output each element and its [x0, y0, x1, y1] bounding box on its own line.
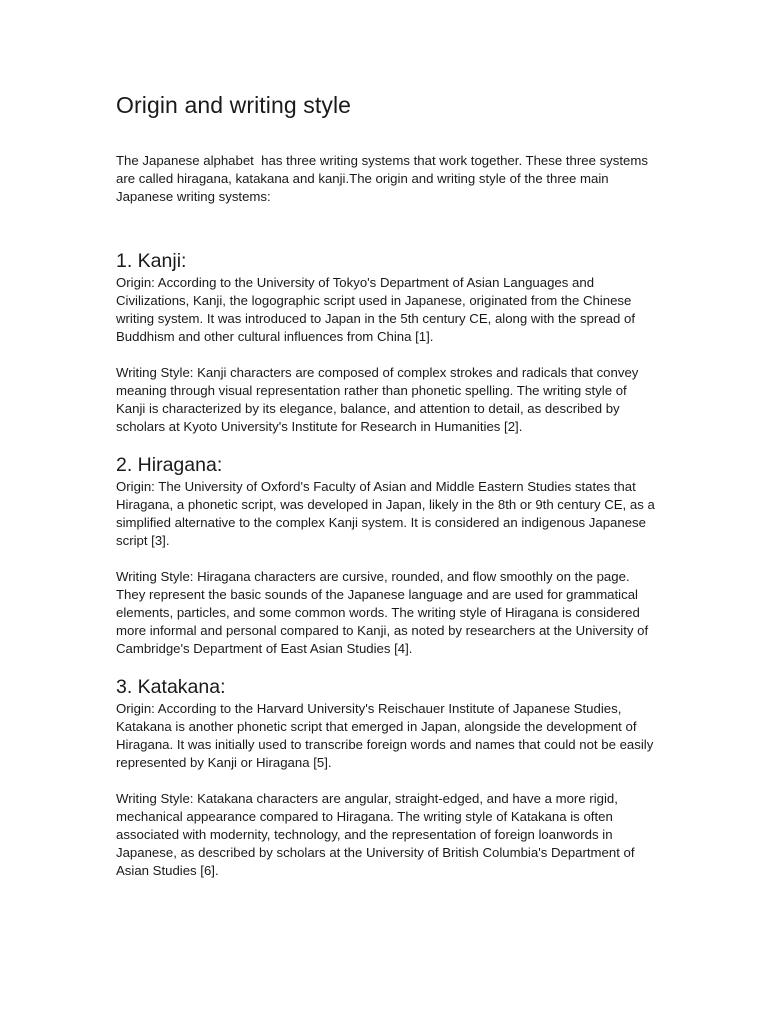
document-body — [116, 88, 656, 880]
hiragana-origin-paragraph: Origin: The University of Oxford's Faculty of Asian and Middle Eastern Studies states that Hiragana, a phonetic script, was developed in Japan, likely in the 8th or 9th century CE, as a simplified alternative to the complex Kanji system. It is considered an indigenous Japanese script [3]. — [116, 479, 655, 548]
hiragana-writing-style-paragraph: Writing Style: Hiragana characters are cursive, rounded, and flow smoothly on the page. They represent the basic sounds of the Japanese language and are used for grammatical elements, particles, and some common words. The writing style of Hiragana is considered more informal and personal compared to Kanji, as noted by researchers at the University of Cambridge's Department of East Asian Studies [4]. — [116, 569, 649, 656]
page-title: Origin and writing style — [116, 92, 352, 118]
section-heading-katakana: 3. Katakana: — [116, 676, 226, 698]
section-kanji — [116, 248, 656, 436]
kanji-writing-style-paragraph: Writing Style: Kanji characters are composed of complex strokes and radicals that convey meaning through visual representation rather than phonetic spelling. The writing style of Kanji is characterized by its elegance, balance, and attention to detail, as described by scholars at Kyoto University's Institute for Research in Humanities [2]. — [116, 365, 639, 434]
kanji-origin-paragraph: Origin: According to the University of Tokyo's Department of Asian Languages and Civilizations, Kanji, the logographic script used in Japanese, originated from the Chinese writing system. It was introduced to Japan in the 5th century CE, along with the spread of Buddhism and other cultural influences from China [1]. — [116, 275, 635, 344]
intro-paragraph: The Japanese alphabet has three writing systems that work together. These three systems are called hiragana, katakana and kanji.The origin and writing style of the three main Japanese writing systems: — [116, 153, 652, 204]
katakana-origin-paragraph: Origin: According to the Harvard University's Reischauer Institute of Japanese Studies, Katakana is another phonetic script that emerged in Japan, alongside the development of Hiragana. It was initially used to transcribe foreign words and names that could not be easily represented by Kanji or Hiragana [5]. — [116, 701, 654, 770]
section-katakana — [116, 674, 656, 880]
section-heading-hiragana: 2. Hiragana: — [116, 454, 223, 476]
section-hiragana — [116, 452, 656, 658]
section-heading-kanji: 1. Kanji: — [116, 250, 187, 272]
katakana-writing-style-paragraph: Writing Style: Katakana characters are angular, straight-edged, and have a more rigid, mechanical appearance compared to Hiragana. The writing style of Katakana is often associated with modernity, technology, and the representation of foreign loanwords in Japanese, as described by scholars at the University of British Columbia's Department of Asian Studies [6]. — [116, 791, 635, 878]
